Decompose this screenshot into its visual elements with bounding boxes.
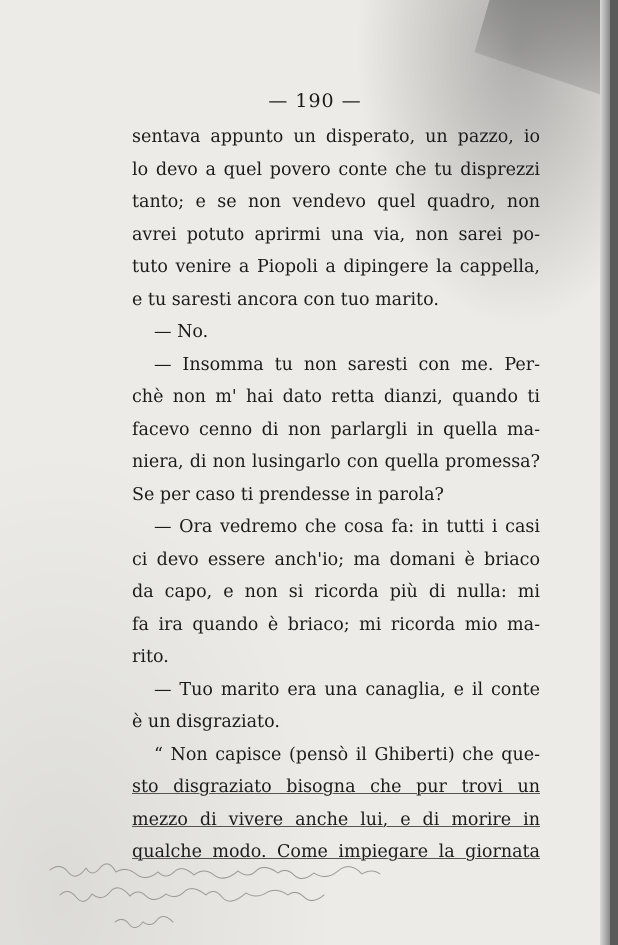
page-number: — 190 — bbox=[268, 90, 362, 112]
text-line: fa ira quando è briaco; mi ricorda mio ma- bbox=[132, 614, 540, 635]
page-edge bbox=[600, 0, 610, 945]
text-line: ci devo essere anch'io; ma domani è briaco bbox=[132, 549, 540, 570]
text-line: avrei potuto aprirmi una via, non sarei po- bbox=[132, 224, 540, 245]
text-line: — No. bbox=[154, 322, 209, 342]
text-line: tanto; e se non vendevo quel quadro, non bbox=[132, 192, 540, 212]
text-line: qualche modo. Come impiegare la giornata bbox=[132, 842, 540, 862]
text-line: niera, di non lusingarlo con quella promessa? bbox=[132, 452, 540, 472]
text-line: — Insomma tu non saresti con me. Per- bbox=[154, 354, 540, 375]
text-line: Se per caso ti prendesse in parola? bbox=[132, 484, 444, 505]
text-line: chè non m' hai dato retta dianzi, quando ti bbox=[132, 387, 540, 407]
text-line: facevo cenno di non parlargli in quella ma- bbox=[132, 419, 540, 440]
text-line: tuto venire a Piopoli a dipingere la cappella, bbox=[132, 257, 540, 277]
text-line: mezzo di vivere anche lui, e di morire in bbox=[132, 809, 540, 830]
text-line: “ Non capisce (pensò il Ghiberti) che que- bbox=[154, 744, 540, 765]
body-text bbox=[132, 121, 540, 869]
text-line: — Ora vedremo che cosa fa: in tutti i casi bbox=[154, 517, 540, 537]
text-line: è un disgraziato. bbox=[132, 712, 280, 732]
text-line: e tu saresti ancora con tuo marito. bbox=[132, 289, 439, 310]
text-line: sentava appunto un disperato, un pazzo, io bbox=[132, 127, 540, 147]
text-line: da capo, e non si ricorda più di nulla: mi bbox=[132, 582, 540, 602]
text-line: sto disgraziato bisogna che pur trovi un bbox=[132, 777, 540, 797]
handwritten-annotation bbox=[40, 840, 560, 940]
page-corner-shadow bbox=[452, 0, 602, 95]
text-line: rito. bbox=[132, 647, 169, 667]
text-line: — Tuo marito era una canaglia, e il conte bbox=[154, 679, 540, 700]
text-line: lo devo a quel povero conte che tu disprezzi bbox=[132, 159, 540, 180]
